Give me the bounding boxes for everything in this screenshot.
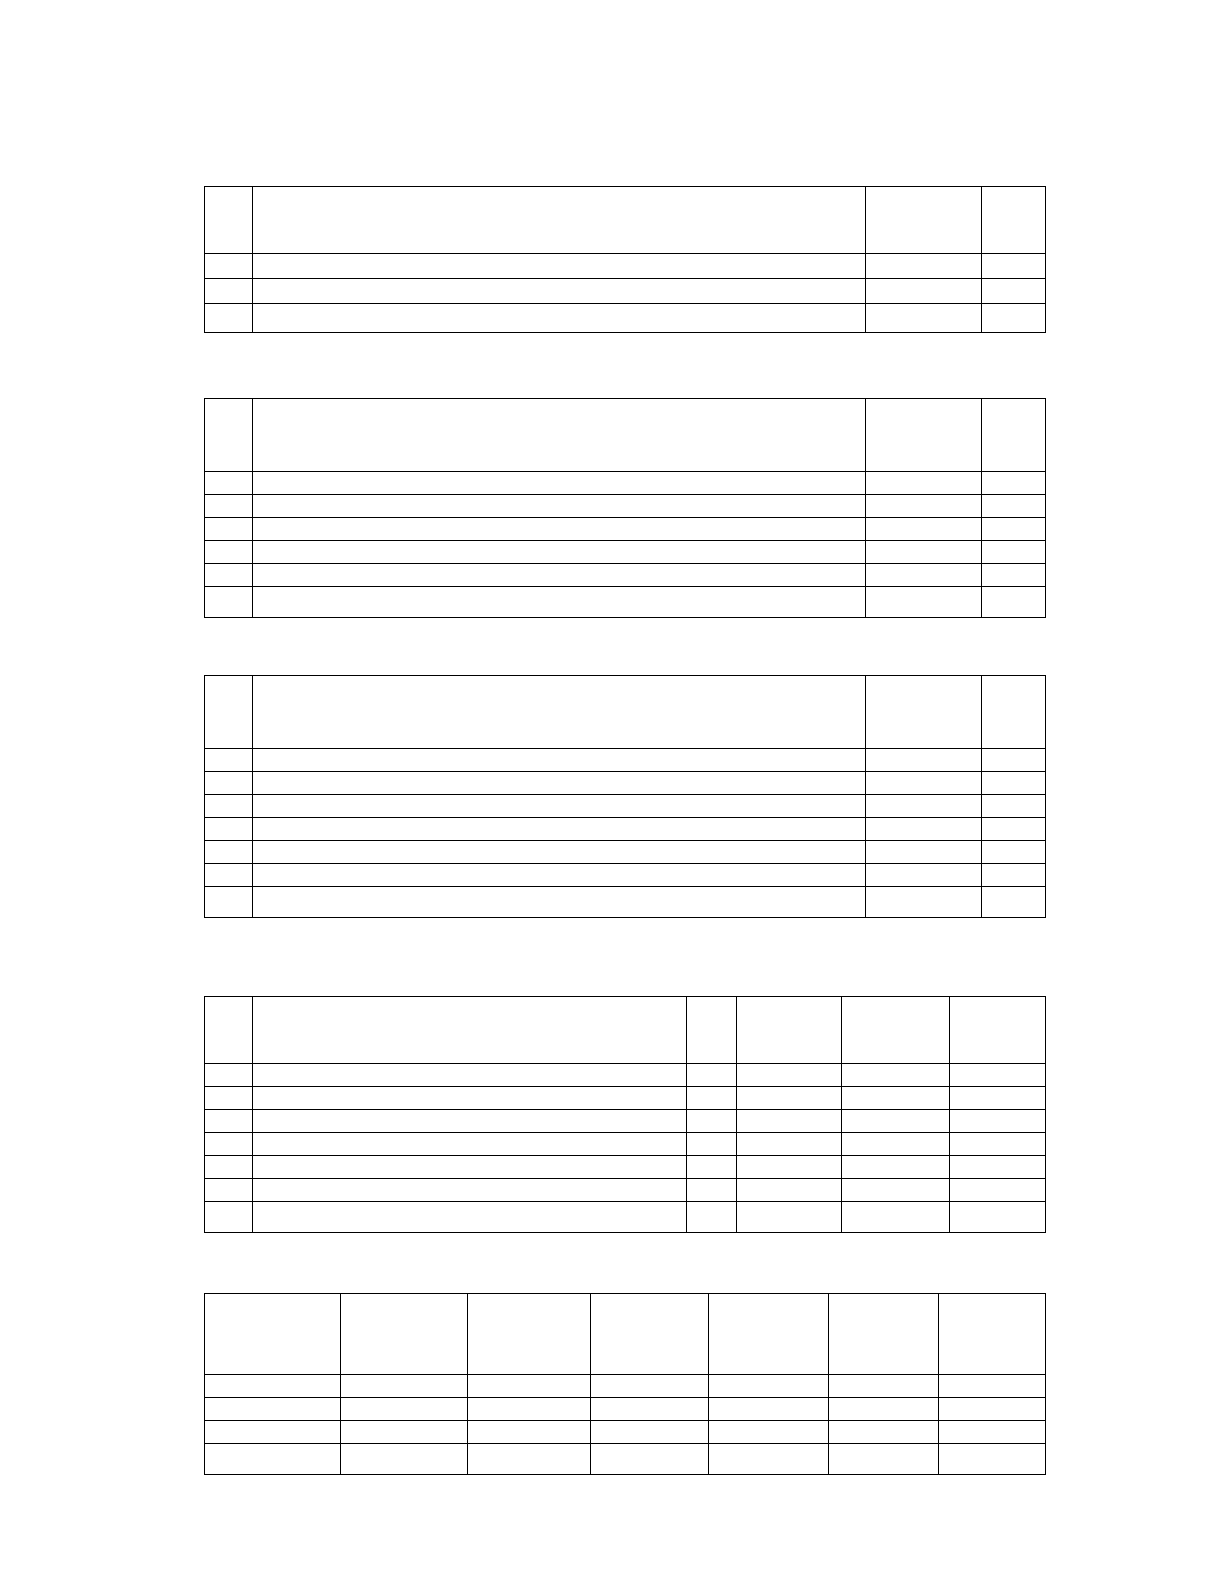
cell-description <box>253 1133 687 1156</box>
cell-quantity <box>737 1156 842 1179</box>
cell-total <box>950 1064 1046 1087</box>
cell-description <box>253 518 866 541</box>
header-cell-quantity <box>866 676 982 749</box>
cell-value <box>982 818 1046 841</box>
table-row <box>205 1375 1046 1398</box>
cell-column-7 <box>939 1444 1046 1475</box>
cell-quantity <box>866 772 982 795</box>
cell-column-4 <box>591 1444 709 1475</box>
table-row <box>205 1421 1046 1444</box>
header-cell-price <box>842 997 950 1064</box>
cell-column-1 <box>205 1444 341 1475</box>
cell-column-1 <box>205 1375 341 1398</box>
cell-value <box>982 472 1046 495</box>
cell-row-number <box>205 1064 253 1087</box>
cell-description <box>253 1156 687 1179</box>
cell-description <box>253 772 866 795</box>
cell-price <box>842 1110 950 1133</box>
cell-value <box>982 564 1046 587</box>
cell-value <box>982 887 1046 918</box>
cell-column-3 <box>468 1444 591 1475</box>
cell-unit <box>687 1156 737 1179</box>
table-one-body <box>205 187 1046 333</box>
table-row <box>205 1064 1046 1087</box>
table-row <box>205 1087 1046 1110</box>
header-cell-row-number <box>205 997 253 1064</box>
table-five-body <box>205 1294 1046 1475</box>
header-cell-quantity <box>866 187 982 254</box>
table-four <box>204 996 1046 1233</box>
table-row <box>205 587 1046 618</box>
cell-column-7 <box>939 1375 1046 1398</box>
table-row <box>205 887 1046 918</box>
cell-quantity <box>737 1202 842 1233</box>
cell-column-6 <box>829 1398 939 1421</box>
cell-total <box>950 1110 1046 1133</box>
header-cell-row-number <box>205 399 253 472</box>
cell-quantity <box>866 864 982 887</box>
cell-column-1 <box>205 1398 341 1421</box>
table-row <box>205 749 1046 772</box>
header-cell-row-number <box>205 676 253 749</box>
header-cell-description <box>253 997 687 1064</box>
cell-quantity <box>866 564 982 587</box>
header-cell-unit <box>687 997 737 1064</box>
cell-description <box>253 1202 687 1233</box>
cell-row-number <box>205 795 253 818</box>
cell-row-number <box>205 518 253 541</box>
table-row-header <box>205 676 1046 749</box>
header-cell-total <box>950 997 1046 1064</box>
cell-quantity <box>737 1087 842 1110</box>
table-row <box>205 795 1046 818</box>
table-row <box>205 541 1046 564</box>
cell-total <box>950 1133 1046 1156</box>
table-three <box>204 675 1046 918</box>
cell-column-5 <box>709 1375 829 1398</box>
header-cell-column-2 <box>341 1294 468 1375</box>
cell-value <box>982 254 1046 279</box>
cell-total <box>950 1202 1046 1233</box>
table-row-header <box>205 187 1046 254</box>
cell-column-6 <box>829 1375 939 1398</box>
cell-row-number <box>205 841 253 864</box>
table-row <box>205 1398 1046 1421</box>
cell-price <box>842 1202 950 1233</box>
header-cell-quantity <box>866 399 982 472</box>
cell-value <box>982 772 1046 795</box>
table-four-body <box>205 997 1046 1233</box>
cell-description <box>253 887 866 918</box>
cell-description <box>253 841 866 864</box>
cell-row-number <box>205 541 253 564</box>
header-cell-column-7 <box>939 1294 1046 1375</box>
table-row <box>205 254 1046 279</box>
table-row <box>205 1179 1046 1202</box>
cell-quantity <box>866 887 982 918</box>
cell-total <box>950 1156 1046 1179</box>
cell-row-number <box>205 495 253 518</box>
cell-description <box>253 749 866 772</box>
table-row <box>205 518 1046 541</box>
cell-unit <box>687 1202 737 1233</box>
cell-description <box>253 1179 687 1202</box>
cell-quantity <box>866 304 982 333</box>
header-cell-column-1 <box>205 1294 341 1375</box>
cell-value <box>982 304 1046 333</box>
table-row <box>205 304 1046 333</box>
cell-column-4 <box>591 1421 709 1444</box>
cell-column-3 <box>468 1421 591 1444</box>
table-row <box>205 841 1046 864</box>
cell-description <box>253 864 866 887</box>
cell-price <box>842 1156 950 1179</box>
cell-row-number <box>205 304 253 333</box>
cell-price <box>842 1087 950 1110</box>
cell-row-number <box>205 1179 253 1202</box>
cell-quantity <box>737 1133 842 1156</box>
table-three-body <box>205 676 1046 918</box>
cell-price <box>842 1179 950 1202</box>
table-one <box>204 186 1046 333</box>
header-cell-description <box>253 399 866 472</box>
table-row <box>205 472 1046 495</box>
cell-row-number <box>205 1202 253 1233</box>
cell-unit <box>687 1133 737 1156</box>
header-cell-value <box>982 676 1046 749</box>
cell-row-number <box>205 472 253 495</box>
cell-quantity <box>866 795 982 818</box>
cell-row-number <box>205 749 253 772</box>
table-row-header <box>205 997 1046 1064</box>
table-row <box>205 772 1046 795</box>
cell-quantity <box>866 818 982 841</box>
cell-unit <box>687 1179 737 1202</box>
table-row-header <box>205 399 1046 472</box>
cell-description <box>253 279 866 304</box>
table-two-body <box>205 399 1046 618</box>
cell-description <box>253 472 866 495</box>
cell-description <box>253 564 866 587</box>
cell-description <box>253 1064 687 1087</box>
cell-column-2 <box>341 1398 468 1421</box>
header-cell-column-4 <box>591 1294 709 1375</box>
table-row <box>205 279 1046 304</box>
cell-description <box>253 818 866 841</box>
cell-row-number <box>205 254 253 279</box>
cell-price <box>842 1064 950 1087</box>
cell-column-7 <box>939 1421 1046 1444</box>
cell-quantity <box>866 541 982 564</box>
cell-description <box>253 495 866 518</box>
cell-row-number <box>205 1156 253 1179</box>
cell-quantity <box>866 587 982 618</box>
cell-row-number <box>205 818 253 841</box>
header-cell-quantity <box>737 997 842 1064</box>
cell-value <box>982 495 1046 518</box>
cell-column-1 <box>205 1421 341 1444</box>
header-cell-value <box>982 187 1046 254</box>
table-row <box>205 1133 1046 1156</box>
cell-value <box>982 518 1046 541</box>
cell-quantity <box>866 495 982 518</box>
header-cell-column-5 <box>709 1294 829 1375</box>
table-row <box>205 818 1046 841</box>
cell-description <box>253 1110 687 1133</box>
cell-description <box>253 795 866 818</box>
cell-value <box>982 841 1046 864</box>
cell-row-number <box>205 887 253 918</box>
cell-row-number <box>205 1087 253 1110</box>
cell-quantity <box>866 254 982 279</box>
cell-description <box>253 304 866 333</box>
header-cell-description <box>253 676 866 749</box>
cell-unit <box>687 1064 737 1087</box>
cell-unit <box>687 1110 737 1133</box>
cell-column-5 <box>709 1398 829 1421</box>
cell-column-4 <box>591 1398 709 1421</box>
cell-row-number <box>205 864 253 887</box>
cell-value <box>982 749 1046 772</box>
cell-description <box>253 587 866 618</box>
table-row <box>205 495 1046 518</box>
header-cell-value <box>982 399 1046 472</box>
cell-column-2 <box>341 1375 468 1398</box>
table-row <box>205 1156 1046 1179</box>
cell-column-5 <box>709 1444 829 1475</box>
cell-column-3 <box>468 1398 591 1421</box>
cell-column-3 <box>468 1375 591 1398</box>
cell-description <box>253 541 866 564</box>
cell-column-4 <box>591 1375 709 1398</box>
cell-quantity <box>866 749 982 772</box>
cell-row-number <box>205 279 253 304</box>
table-row <box>205 1110 1046 1133</box>
cell-quantity <box>866 472 982 495</box>
table-row-header <box>205 1294 1046 1375</box>
cell-row-number <box>205 564 253 587</box>
cell-value <box>982 587 1046 618</box>
cell-description <box>253 1087 687 1110</box>
cell-column-7 <box>939 1398 1046 1421</box>
cell-description <box>253 254 866 279</box>
cell-unit <box>687 1087 737 1110</box>
cell-price <box>842 1133 950 1156</box>
cell-total <box>950 1087 1046 1110</box>
cell-value <box>982 541 1046 564</box>
header-cell-description <box>253 187 866 254</box>
cell-column-2 <box>341 1421 468 1444</box>
cell-quantity <box>737 1179 842 1202</box>
table-five <box>204 1293 1046 1475</box>
cell-value <box>982 864 1046 887</box>
table-row <box>205 564 1046 587</box>
cell-quantity <box>866 518 982 541</box>
table-two <box>204 398 1046 618</box>
cell-column-2 <box>341 1444 468 1475</box>
cell-row-number <box>205 1133 253 1156</box>
table-row <box>205 1444 1046 1475</box>
cell-row-number <box>205 772 253 795</box>
cell-quantity <box>737 1110 842 1133</box>
cell-quantity <box>866 279 982 304</box>
table-row <box>205 864 1046 887</box>
header-cell-column-3 <box>468 1294 591 1375</box>
cell-column-6 <box>829 1444 939 1475</box>
cell-column-6 <box>829 1421 939 1444</box>
header-cell-row-number <box>205 187 253 254</box>
cell-row-number <box>205 587 253 618</box>
cell-value <box>982 795 1046 818</box>
cell-total <box>950 1179 1046 1202</box>
cell-value <box>982 279 1046 304</box>
cell-quantity <box>866 841 982 864</box>
header-cell-column-6 <box>829 1294 939 1375</box>
table-row <box>205 1202 1046 1233</box>
cell-row-number <box>205 1110 253 1133</box>
cell-column-5 <box>709 1421 829 1444</box>
cell-quantity <box>737 1064 842 1087</box>
